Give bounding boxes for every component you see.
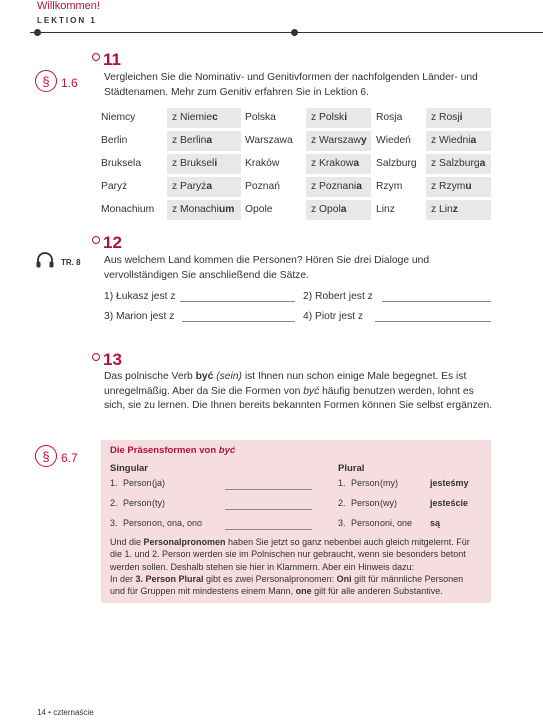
section-icon: § (35, 70, 57, 92)
sentence-item: 2) Robert jest z (303, 291, 373, 302)
exercise-number: 11 (92, 50, 121, 70)
pronoun: on, ona, ono (152, 518, 203, 528)
sentence-item: 4) Piotr jest z (303, 311, 364, 322)
sentence-item: 3) Marion jest z (104, 311, 175, 322)
nominative-cell: Wiedeń (376, 135, 411, 146)
nominative-cell: Berlin (101, 135, 128, 146)
person-label: Person (351, 498, 380, 508)
person-label: Person (123, 518, 152, 528)
pronoun: (ty) (152, 498, 165, 508)
running-title: Willkommen! (37, 0, 100, 12)
genitive-cell: z Niemiec (167, 108, 241, 128)
person-number: 3. (110, 518, 118, 528)
grammar-title: Die Präsensformen von być (110, 445, 236, 456)
nominative-cell: Salzburg (376, 158, 417, 169)
exercise-bullet-icon (92, 236, 100, 244)
header-rule (30, 32, 543, 33)
nominative-cell: Kraków (245, 158, 280, 169)
headphones-icon (35, 252, 55, 268)
person-label: Person (123, 498, 152, 508)
section-ref: 6.7 (61, 451, 78, 465)
person-number: 3. (338, 518, 346, 528)
lektion-label: LEKTION 1 (37, 16, 97, 25)
nominative-cell: Paryż (101, 181, 128, 192)
page-number: 14 • czternaście (37, 708, 94, 717)
verb-form: jesteśmy (430, 478, 469, 488)
grammar-box (101, 440, 491, 603)
exercise-instruction: Das polnische Verb być (sein) ist Ihnen nun schon einige Male begegnet. Es ist unregelmäßig. Aber da Sie die Formen von być häufig benutzen werden, lohnt es sich, sie zu lernen. Die Ihnen bereits bekannten Formen können Sie selbst ergänzen. (104, 371, 493, 411)
pronoun: oni, one (380, 518, 413, 528)
verb-form: są (430, 518, 441, 528)
genitive-cell: z Rosji (426, 108, 491, 128)
genitive-cell: z Linz (426, 200, 491, 220)
pronoun: (wy) (380, 498, 397, 508)
nominative-cell: Rosja (376, 112, 403, 123)
fill-in-line[interactable] (225, 509, 312, 510)
person-label: Person (123, 478, 152, 488)
exercise-bullet-icon (92, 353, 100, 361)
genitive-cell: z Opola (306, 200, 371, 220)
person-number: 2. (110, 498, 118, 508)
answer-line[interactable] (182, 321, 295, 322)
rule-dot (291, 29, 298, 36)
fill-in-line[interactable] (225, 529, 312, 530)
nominative-cell: Niemcy (101, 112, 136, 123)
nominative-cell: Monachium (101, 204, 155, 215)
person-number: 1. (110, 478, 118, 488)
genitive-cell: z Warszawy (306, 131, 371, 151)
genitive-cell: z Monachium (167, 200, 241, 220)
person-number: 2. (338, 498, 346, 508)
genitive-cell: z Paryża (167, 177, 241, 197)
answer-line[interactable] (180, 301, 295, 302)
pronoun: (my) (380, 478, 398, 488)
section-icon: § (35, 445, 57, 467)
exercise-bullet-icon (92, 53, 100, 61)
nominative-cell: Opole (245, 204, 273, 215)
nominative-cell: Rzym (376, 181, 403, 192)
section-ref: 1.6 (61, 76, 78, 90)
rule-dot (34, 29, 41, 36)
genitive-cell: z Krakowa (306, 154, 371, 174)
plural-heading: Plural (338, 463, 365, 474)
person-label: Person (351, 518, 380, 528)
genitive-cell: z Poznania (306, 177, 371, 197)
genitive-cell: z Berlina (167, 131, 241, 151)
genitive-cell: z Brukseli (167, 154, 241, 174)
nominative-cell: Bruksela (101, 158, 142, 169)
answer-line[interactable] (375, 321, 491, 322)
singular-heading: Singular (110, 463, 149, 474)
exercise-instruction: Vergleichen Sie die Nominativ- und Genitivformen der nachfolgenden Länder- und Städtenamen. Mehr zum Genitiv erfahren Sie in Lektion 6. (104, 72, 478, 98)
exercise-number: 12 (92, 233, 122, 253)
grammar-note: Und die Personalpronomen haben Sie jetzt so ganz nebenbei auch gleich mitgelernt. Für die 1. und 2. Person werden sie im Polnischen nur gebraucht, wenn sie besonders betont werden sollen. Deshalb stehen sie hier in Klammern. Aber ein Hinweis dazu: In der 3. Person Plural gibt es zwei Personalpronomen: Oni gilt für männliche Personen und für Gruppen mit mindestens einem Mann, one gilt für alle anderen Substantive. (110, 537, 470, 597)
genitive-cell: z Salzburga (426, 154, 491, 174)
person-label: Person (351, 478, 380, 488)
person-number: 1. (338, 478, 346, 488)
track-label: TR. 8 (61, 258, 81, 267)
pronoun: (ja) (152, 478, 165, 488)
sentence-item: 1) Łukasz jest z (104, 291, 176, 302)
answer-line[interactable] (382, 301, 491, 302)
genitive-cell: z Rzymu (426, 177, 491, 197)
exercise-instruction: Aus welchem Land kommen die Personen? Hören Sie drei Dialoge und vervollständigen Sie anschließend die Sätze. (104, 255, 430, 281)
nominative-cell: Polska (245, 112, 276, 123)
nominative-cell: Warszawa (245, 135, 293, 146)
fill-in-line[interactable] (225, 489, 312, 490)
verb-form: jesteście (430, 498, 469, 508)
genitive-cell: z Polski (306, 108, 371, 128)
exercise-number: 13 (92, 350, 122, 370)
nominative-cell: Linz (376, 204, 395, 215)
nominative-cell: Poznań (245, 181, 280, 192)
genitive-cell: z Wiednia (426, 131, 491, 151)
